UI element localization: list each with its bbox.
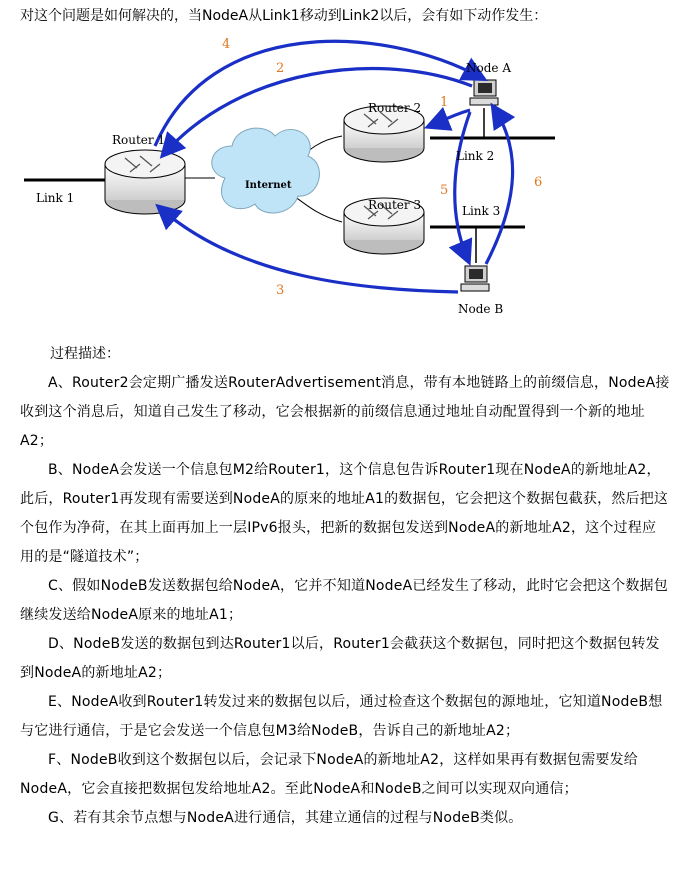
arrow-step-2 — [164, 68, 472, 154]
router1-label: Router 1 — [112, 133, 166, 147]
paragraph-a: A、Router2会定期广播发送RouterAdvertisement消息，带有本地链路上的前缀信息，NodeA接收到这个消息后，知道自己发生了移动，它会根据新的前缀信息通过地址自动配置得到一个新的地址A2； — [20, 375, 670, 449]
router2-label: Router 2 — [368, 101, 422, 115]
paragraph-d: D、NodeB发送的数据包到达Router1以后，Router1会截获这个数据包，同时把这个数据包转发到NodeA的新地址A2； — [20, 636, 660, 681]
step-number-4: 4 — [222, 37, 231, 52]
router1-icon — [105, 150, 185, 214]
arrow-step-6 — [486, 108, 513, 264]
node-b-computer-icon — [461, 266, 489, 291]
paragraph-c: C、假如NodeB发送数据包给NodeA，它并不知道NodeA已经发生了移动，此时它会把这个数据包继续发送给NodeA原来的地址A1； — [20, 578, 668, 623]
node-a-label: Node A — [466, 61, 511, 75]
link1-label: Link 1 — [36, 191, 75, 205]
link3-label: Link 3 — [462, 204, 501, 218]
arrow-step-5 — [455, 112, 470, 260]
arrow-step-4 — [155, 41, 482, 146]
step-number-1: 1 — [440, 95, 449, 110]
step-number-5: 5 — [440, 183, 449, 198]
router3-label: Router 3 — [368, 198, 422, 212]
intro-line: 对这个问题是如何解决的，当NodeA从Link1移动到Link2以后，会有如下动作发生： — [20, 8, 548, 24]
node-a-computer-icon — [470, 80, 498, 105]
paragraph-g: G、若有其余节点想与NodeA进行通信，其建立通信的过程与NodeB类似。 — [48, 810, 523, 826]
step-number-3: 3 — [276, 283, 285, 298]
link2-label: Link 2 — [456, 149, 495, 163]
step-number-6: 6 — [534, 175, 543, 190]
paragraph-b: B、NodeA会发送一个信息包M2给Router1，这个信息包告诉Router1现在NodeA的新地址A2，此后，Router1再发现有需要送到NodeA的原来的地址A1的数据包，它会把这个数据包截获，然后把这个包作为净荷，在其上面再加上一层IPv6报头，把新的数据包发送到NodeA的新地址A2，这个过程应用的是“隧道技术”； — [20, 462, 669, 565]
arrow-step-1 — [430, 110, 470, 126]
section-heading: 过程描述： — [50, 346, 120, 362]
paragraph-e: E、NodeA收到Router1转发过来的数据包以后，通过检查这个数据包的源地址，它知道NodeB想与它进行通信，于是它会发送一个信息包M3给NodeB，告诉自己的新地址A2； — [20, 694, 663, 739]
process-description — [20, 340, 670, 833]
internet-label: Internet — [245, 180, 292, 191]
internet-cloud-icon — [212, 128, 320, 213]
paragraph-f: F、NodeB收到这个数据包以后，会记录下NodeA的新地址A2，这样如果再有数据包需要发给NodeA，它会直接把数据包发给地址A2。至此NodeA和NodeB之间可以实现双向通信； — [20, 752, 638, 797]
node-b-label: Node B — [458, 302, 504, 316]
mobile-ipv6-diagram — [0, 28, 686, 328]
step-number-2: 2 — [276, 61, 285, 76]
